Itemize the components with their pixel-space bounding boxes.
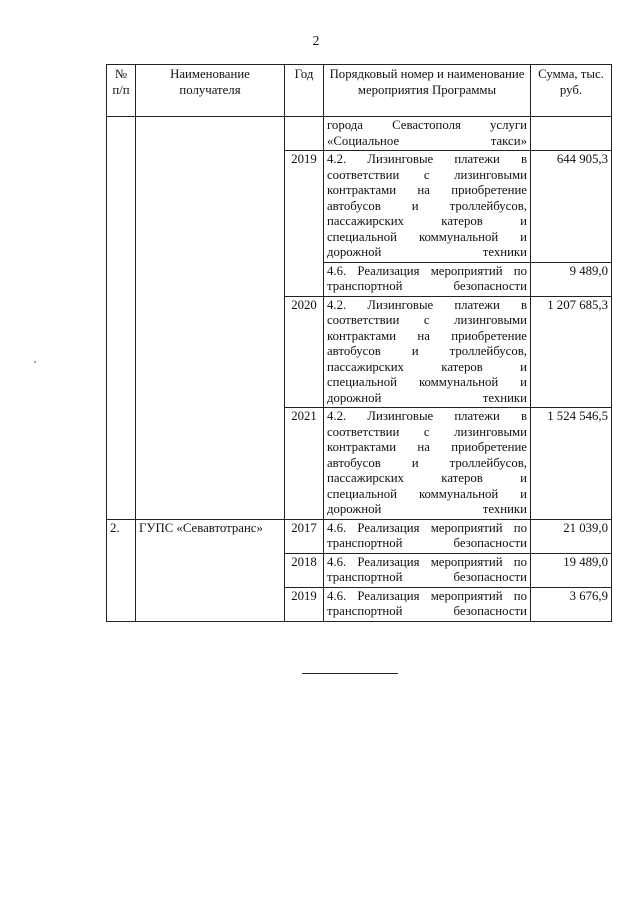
page-number: 2	[312, 33, 320, 48]
cell-event: 4.2. Лизинговые платежи в соответствии с лизинговыми контрактами на приобретение автобусов и троллейбусов, пассажирских катеров и специальной коммунальной и дорожной техники	[324, 408, 531, 520]
cell-year: 2017	[285, 519, 324, 553]
cell-event: 4.6. Реализация мероприятий по транспортной безопасности	[324, 262, 531, 296]
table-row	[107, 117, 612, 151]
cell-year: 2018	[285, 553, 324, 587]
scan-speck	[34, 361, 36, 363]
cell-year: 2020	[285, 296, 324, 408]
cell-sum: 1 524 546,5	[531, 408, 612, 520]
header-sum: Сумма, тыс. руб.	[531, 65, 612, 117]
cell-sum	[531, 117, 612, 151]
cell-event: 4.6. Реализация мероприятий по транспортной безопасности	[324, 587, 531, 621]
cell-sum: 21 039,0	[531, 519, 612, 553]
cell-event: 4.6. Реализация мероприятий по транспортной безопасности	[324, 553, 531, 587]
cell-no	[107, 117, 136, 520]
cell-recipient: ГУПС «Севавтотранс»	[136, 519, 285, 621]
footer-separator-line	[302, 673, 398, 674]
table-header-row	[107, 65, 612, 117]
cell-event: города Севастополя услуги «Социальное такси»	[324, 117, 531, 151]
cell-year	[285, 117, 324, 151]
cell-sum: 1 207 685,3	[531, 296, 612, 408]
cell-year: 2019	[285, 587, 324, 621]
cell-event: 4.2. Лизинговые платежи в соответствии с лизинговыми контрактами на приобретение автобусов и троллейбусов, пассажирских катеров и специальной коммунальной и дорожной техники	[324, 296, 531, 408]
cell-sum: 19 489,0	[531, 553, 612, 587]
cell-sum: 644 905,3	[531, 151, 612, 263]
cell-recipient	[136, 117, 285, 520]
table-row	[107, 519, 612, 553]
header-event: Порядковый номер и наименование мероприятия Программы	[324, 65, 531, 117]
cell-sum: 9 489,0	[531, 262, 612, 296]
header-no: № п/п	[107, 65, 136, 117]
cell-event: 4.6. Реализация мероприятий по транспортной безопасности	[324, 519, 531, 553]
cell-sum: 3 676,9	[531, 587, 612, 621]
header-recipient: Наименование получателя	[136, 65, 285, 117]
program-funding-table	[106, 64, 612, 622]
cell-event: 4.2. Лизинговые платежи в соответствии с лизинговыми контрактами на приобретение автобусов и троллейбусов, пассажирских катеров и специальной коммунальной и дорожной техники	[324, 151, 531, 263]
cell-no: 2.	[107, 519, 136, 621]
cell-year: 2019	[285, 151, 324, 297]
cell-year: 2021	[285, 408, 324, 520]
header-year: Год	[285, 65, 324, 117]
